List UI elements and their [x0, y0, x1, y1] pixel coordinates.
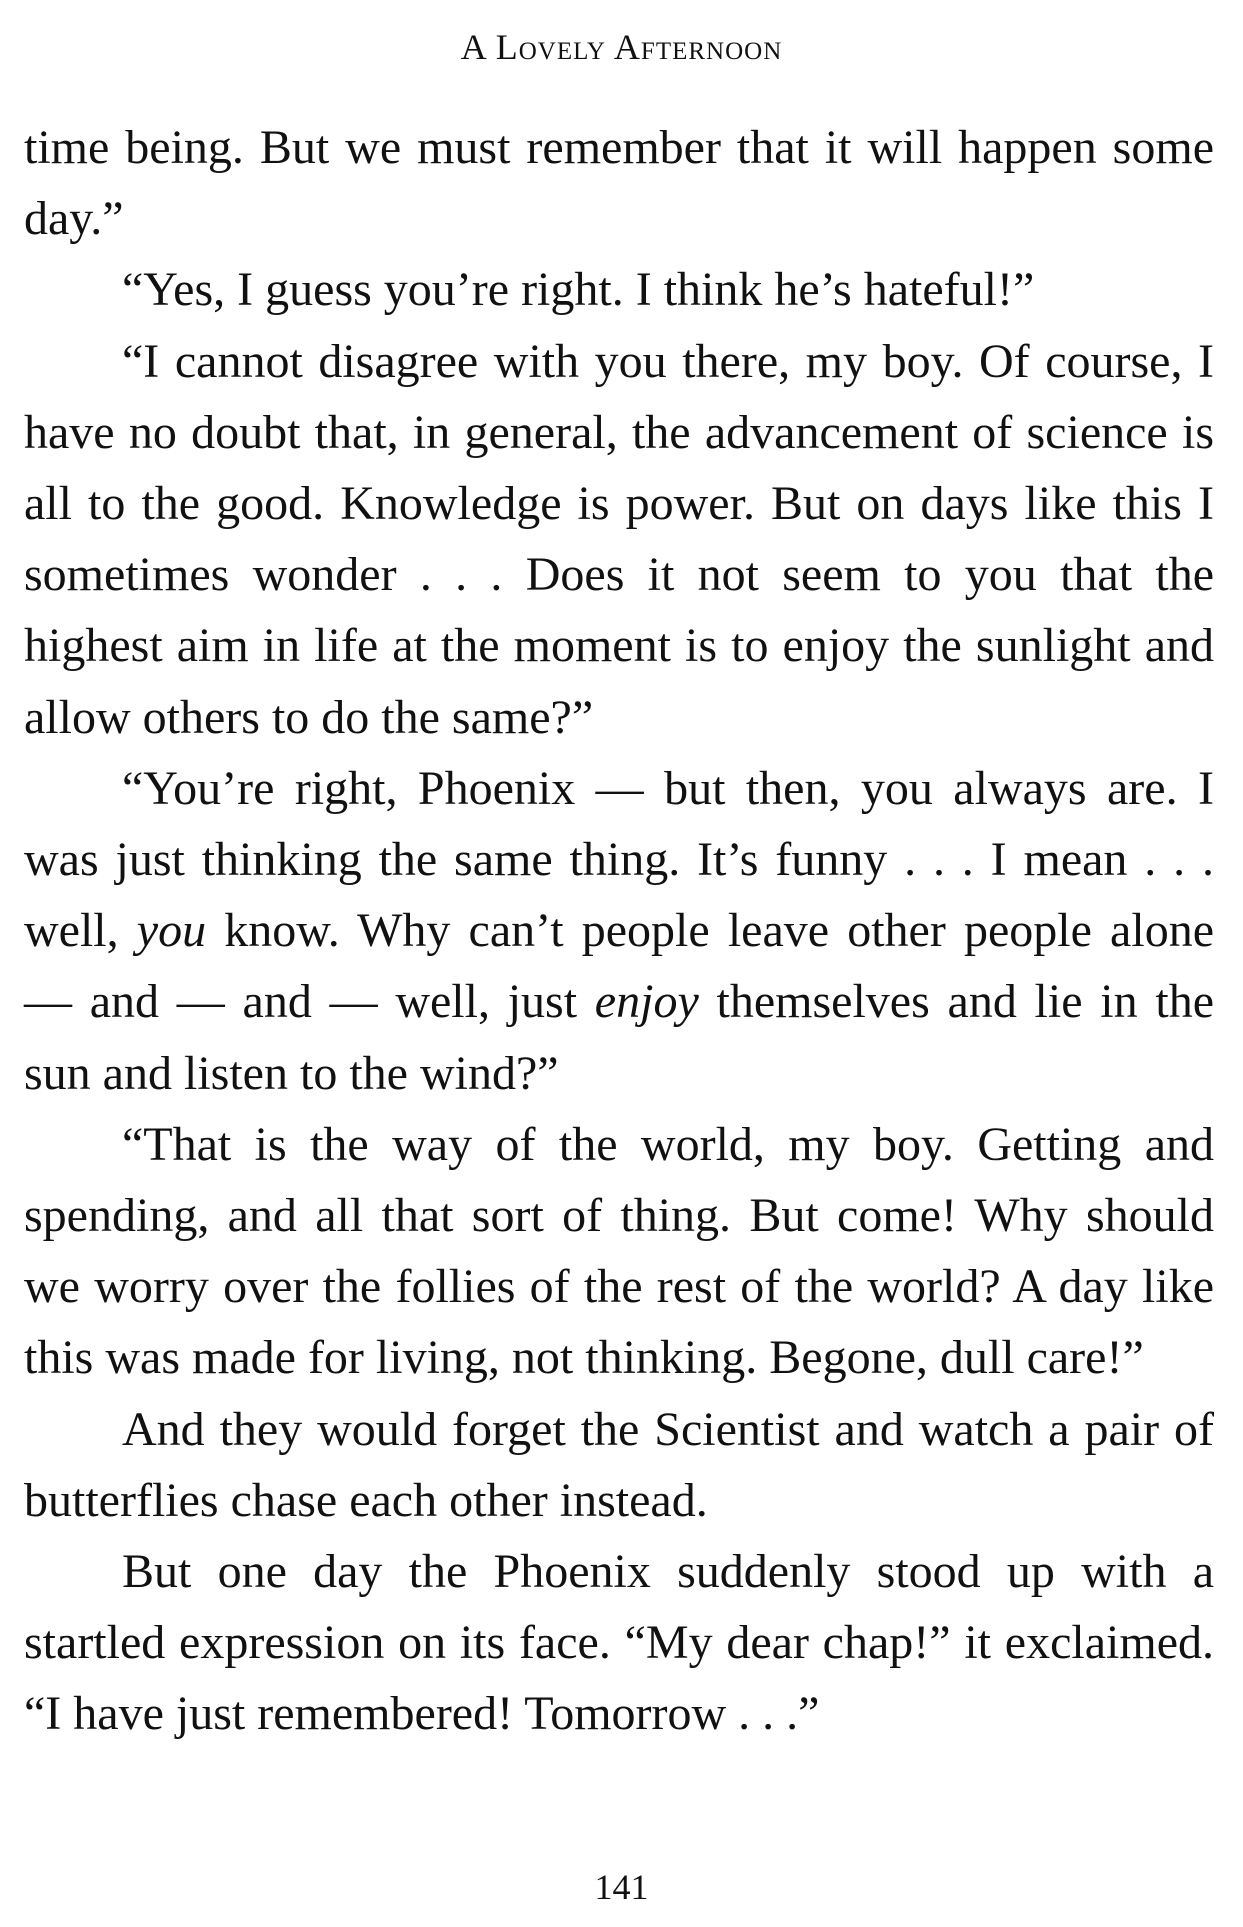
paragraph: [24, 112, 1214, 254]
paragraph-text: And they would forget the Scientist and watch a pair of butterflies chase each other instead.: [24, 1402, 1214, 1527]
paragraph-text: “That is the way of the world, my boy. Getting and spending, and all that sort of thing. But come! Why should we worry over the follies of the rest of the world? A day like this was made for living, not thinking. Begone, dull care!”: [24, 1117, 1214, 1385]
paragraph: [24, 753, 1214, 1109]
italic-text: you: [136, 904, 207, 958]
paragraph-text: But one day the Phoenix suddenly stood up with a startled expression on its face. “My dear chap!” it exclaimed. “I have just remembered! Tomorrow . . .”: [24, 1545, 1214, 1741]
paragraph: [24, 326, 1214, 753]
paragraph: [24, 254, 1214, 325]
paragraph: [24, 1109, 1214, 1394]
paragraph-text: time being. But we must remember that it will happen some day.”: [24, 121, 1214, 246]
italic-text: enjoy: [594, 975, 699, 1029]
page-number: 141: [594, 1867, 649, 1907]
paragraph-text: “Yes, I guess you’re right. I think he’s hateful!”: [122, 263, 1035, 317]
paragraph-text: themselves and lie in the sun and listen to the wind?”: [24, 975, 1214, 1100]
paragraph-text: “You’re right, Phoenix — but then, you always are. I was just thinking the same thing. It’s funny . . . I mean . . . well,: [24, 761, 1214, 958]
body-text: [24, 112, 1214, 1750]
paragraph: [24, 1394, 1214, 1536]
paragraph: [24, 1536, 1214, 1750]
running-head: A Lovely Afternoon: [460, 27, 783, 67]
paragraph-text: know. Why can’t people leave other people alone — and — and — well, just: [24, 904, 1215, 1029]
paragraph-text: “I cannot disagree with you there, my boy. Of course, I have no doubt that, in general, the advancement of science is all to the good. Knowledge is power. But on days like this I sometimes wonder . . . Does it not seem to you that the highest aim in life at the moment is to enjoy the sunlight and allow others to do the same?”: [24, 334, 1214, 744]
